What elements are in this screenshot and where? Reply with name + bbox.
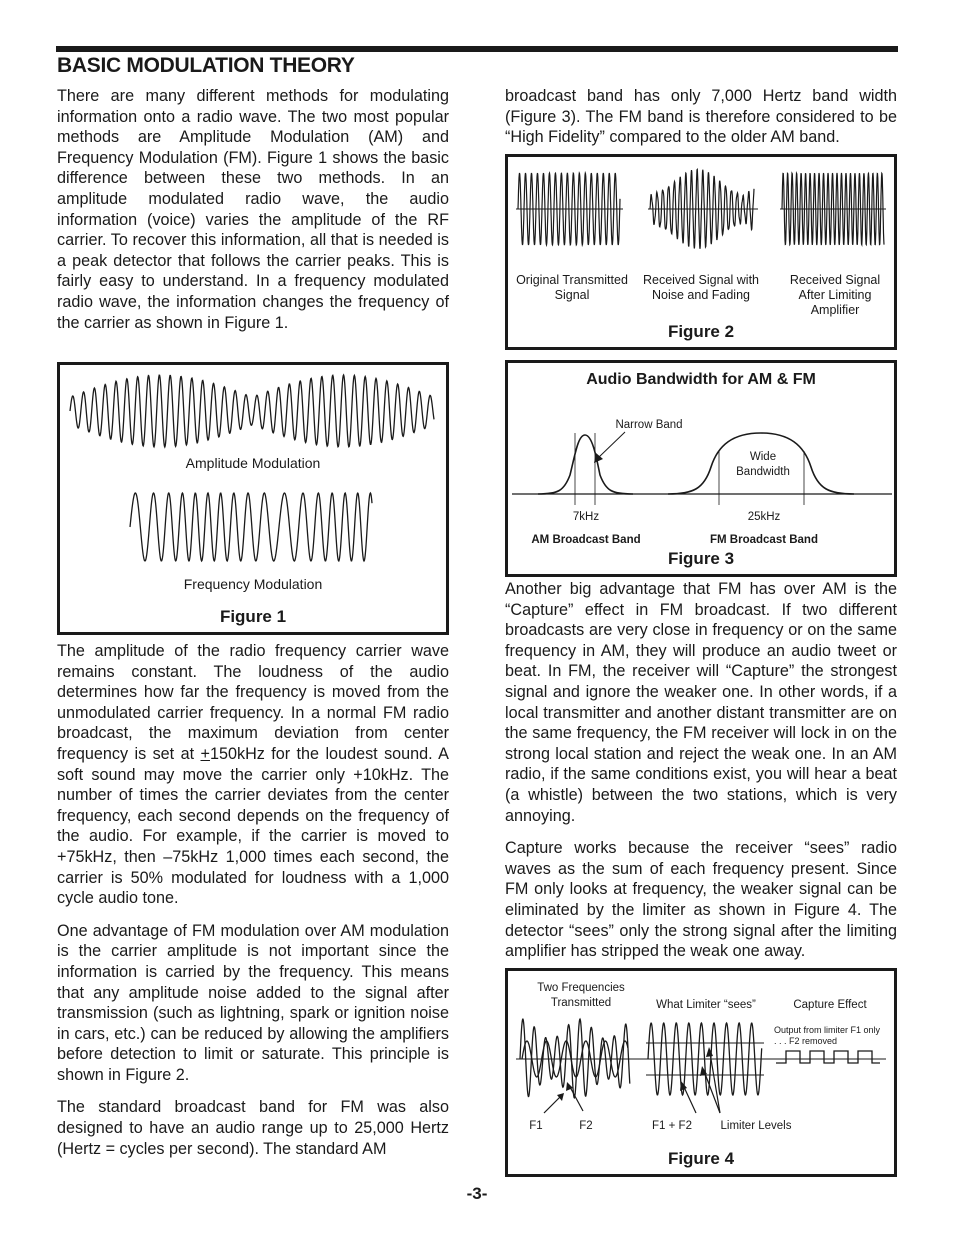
- fm-amplitude-paragraph: [57, 641, 449, 909]
- capture-effect-label: Capture Effect: [793, 999, 867, 1011]
- f1-label: F1: [529, 1120, 543, 1132]
- figure-3-label: Figure 3: [667, 549, 735, 568]
- two-frequencies-label: Two Frequencies Transmitted: [537, 982, 625, 1009]
- am-caption: Amplitude Modulation: [185, 455, 321, 471]
- fm-band-label: FM Broadcast Band: [710, 534, 818, 546]
- top-rule: [56, 46, 898, 52]
- right-column-middle: [505, 579, 897, 974]
- page-title: BASIC MODULATION THEORY: [57, 54, 355, 77]
- fm-advantage-paragraph: One advantage of FM modulation over AM modulation is the carrier amplitude is not important since the information is carried by the frequency. This means that any amplitude noise added to the signal after transmission (such as lightning, spark or ignition noise in cars, etc.) can be reduced by allowing the amplifiers before detection to limit or saturate. This principle is shown in Figure 2.: [57, 921, 449, 1084]
- limiter-sees-label: What Limiter “sees”: [656, 999, 756, 1011]
- f1-plus-f2-label: F1 + F2: [652, 1120, 692, 1132]
- figure-4-label: Figure 4: [667, 1149, 735, 1168]
- capture-effect-paragraph: Another big advantage that FM has over AM is the “Capture” effect in FM broadcast. If two different broadcasts are very close in frequency or on the same frequency in AM, they will produce an audio tweet or beat. In FM, the receiver will “Capture” the strongest signal and ignore the weaker one. In other words, if a local transmitter and another distant transmitter are on the same frequency, the FM receiver will lock in on the strong local station and reject the weak one. In an AM radio, if the same conditions exist, you will hear a beat (a whistle) between the two stations, which is very annoying.: [505, 580, 897, 825]
- p2-start: The amplitude of the radio frequency carrier wave remains constant. The loudness of the audio determines how far the frequency is moved from the unmodulated carrier frequency. In a normal FM radio broadcast, the maximum deviation from center frequency is set at: [57, 642, 449, 763]
- figure-3: [505, 360, 897, 577]
- limiter-levels-label: Limiter Levels: [720, 1120, 792, 1132]
- left-column-bottom: [57, 641, 449, 1171]
- limited-signal-caption: Received Signal After Limiting Amplifier: [789, 273, 881, 317]
- figure-1: [57, 362, 449, 635]
- figure-4: [505, 968, 897, 1177]
- intro-paragraph: There are many different methods for modulating information onto a radio wave. The two most popular methods are Amplitude Modulation (AM) and Frequency Modulation (FM). Figure 1 shows the basic difference between these two methods. In an amplitude modulated radio wave, the audio information (voice) varies the amplitude of the RF carrier. To recover this information, all that is needed is a peak detector that follows the carrier peaks. This is fairly easy to understand. In a frequency modulated radio wave, the information changes the frequency of the carrier as shown in Figure 1.: [57, 87, 449, 332]
- original-signal-caption: Original Transmitted Signal: [516, 273, 628, 302]
- bandwidth-paragraph: broadcast band has only 7,000 Hertz band width (Figure 3). The FM band is therefore considered to be “High Fidelity” compared to the older AM band.: [505, 87, 897, 147]
- page-number: -3-: [466, 1184, 488, 1203]
- limiter-output-note: Output from limiter F1 only . . . F2 removed: [774, 1025, 881, 1046]
- figure-2-waves: [508, 157, 894, 347]
- narrow-band-label: Narrow Band: [615, 419, 683, 431]
- 25khz-tick: 25kHz: [747, 511, 781, 523]
- am-band-label: AM Broadcast Band: [531, 534, 641, 546]
- figure-1-label: Figure 1: [219, 607, 287, 626]
- figure-3-title: Audio Bandwidth for AM & FM: [586, 371, 816, 388]
- capture-works-paragraph: Capture works because the receiver “sees” radio waves as the sum of each frequency present. Since FM only looks at frequency, the weaker signal can be eliminated by the limiter as shown in Figure 4. The detector “sees” only the strong signal after the limiting amplifier has stripped the weak one away.: [505, 839, 897, 961]
- figure-2: [505, 154, 897, 350]
- broadcast-band-paragraph: The standard broadcast band for FM was also designed to have an audio range up to 25,000 Hertz (Hertz = cycles per second). The standard AM: [57, 1098, 449, 1158]
- plus-minus-sign: +: [200, 744, 210, 763]
- noisy-signal-caption: Received Signal with Noise and Fading: [642, 273, 760, 302]
- fm-caption: Frequency Modulation: [183, 576, 323, 592]
- right-column-top: [505, 86, 897, 160]
- 7khz-tick: 7kHz: [572, 511, 600, 523]
- wide-bandwidth-label: Wide Bandwidth: [736, 451, 790, 478]
- f2-label: F2: [579, 1120, 593, 1132]
- left-column-top: [57, 86, 449, 345]
- p2-end: 150kHz for the loudest sound. A soft sound may move the carrier only +10kHz. The number of times the carrier deviates from the center frequency, each second depends on the frequency of the audio. For example, if the carrier is moved to +75kHz, then –75kHz 1,000 times each second, the carrier is 50% modulated for loudness with a 1,000 cycle audio tone.: [57, 744, 449, 908]
- figure-2-label: Figure 2: [667, 322, 735, 341]
